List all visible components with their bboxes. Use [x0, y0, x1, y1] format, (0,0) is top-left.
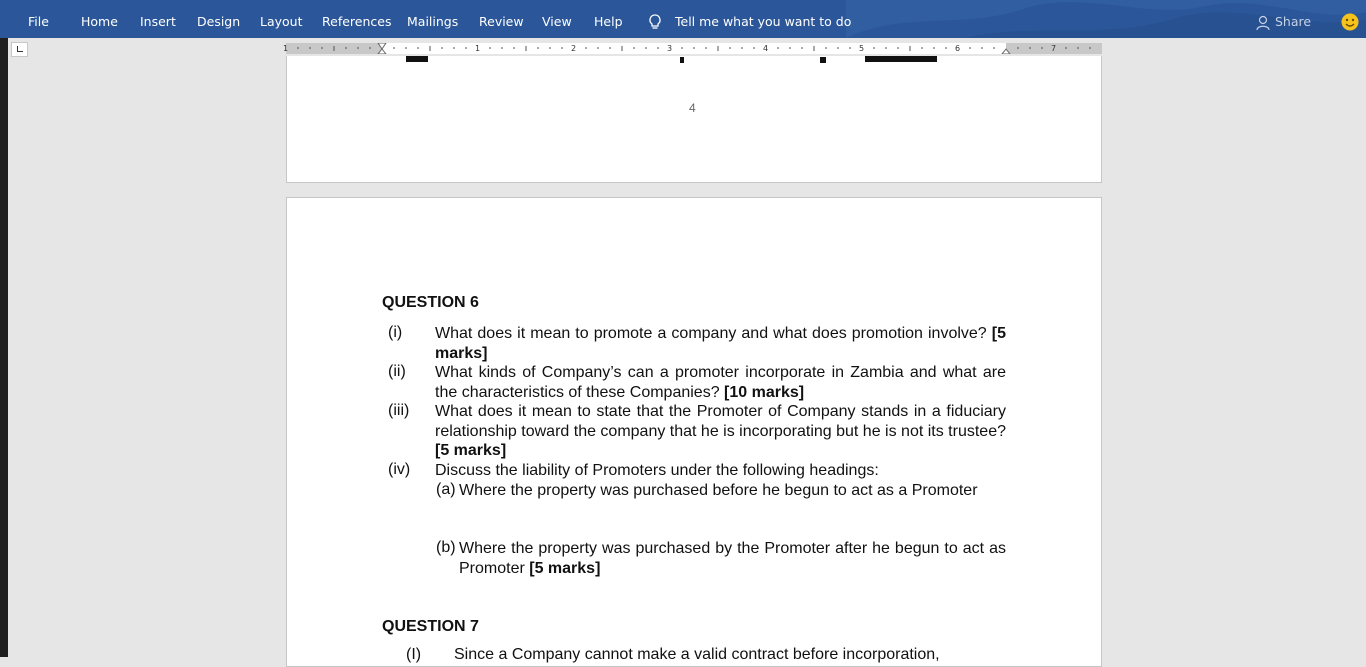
left-edge-strip: [0, 38, 8, 657]
right-indent-marker: [1002, 49, 1010, 54]
ruler-label: 5: [859, 44, 865, 53]
item-number: (iii): [388, 402, 410, 419]
person-icon: [1256, 15, 1270, 31]
tab-layout[interactable]: Layout: [260, 14, 303, 29]
question-6-heading: QUESTION 6: [382, 294, 479, 311]
ruler-label: 2: [571, 44, 577, 53]
ruler-label: 6: [955, 44, 961, 53]
item-number: (ii): [388, 363, 406, 380]
subitem-text: Where the property was purchased by the Promoter after he begun to act as Promoter: [459, 540, 1006, 577]
question-item: [435, 363, 1006, 402]
item-text: What does it mean to state that the Promoter of Company stands in a fiduciary relationship toward the company that he is incorporating but he is not its trustee?: [435, 403, 1006, 440]
clipped-text-line: [380, 54, 940, 64]
share-label: Share: [1275, 14, 1312, 29]
tab-selector-icon[interactable]: [11, 42, 28, 57]
item-text: What does it mean to promote a company and what does promotion involve?: [435, 325, 987, 342]
question-item: [435, 402, 1006, 461]
question-item: [435, 324, 1006, 363]
ruler-label: 3: [667, 44, 673, 53]
item-number: (I): [406, 646, 422, 663]
item-text: Discuss the liability of Promoters under the following headings:: [435, 462, 879, 479]
tab-file[interactable]: File: [28, 14, 49, 29]
feedback-smiley-icon[interactable]: [1341, 13, 1359, 31]
subitem-text: Where the property was purchased before he begun to act as a Promoter: [459, 482, 978, 499]
marks-label: [5 marks]: [435, 325, 1006, 362]
question-subitem: [459, 539, 1006, 578]
page-number: 4: [689, 101, 696, 115]
horizontal-ruler[interactable]: [283, 43, 1102, 54]
subitem-letter: (a): [436, 481, 456, 498]
ruler-label: 4: [763, 44, 769, 53]
ruler-label: 1: [475, 44, 481, 53]
item-number: (iv): [388, 461, 411, 478]
page-4[interactable]: [286, 56, 1102, 183]
ruler-ticks: [286, 43, 1102, 54]
tab-home[interactable]: Home: [81, 14, 118, 29]
tab-insert[interactable]: Insert: [140, 14, 176, 29]
first-line-indent-marker: [378, 43, 386, 49]
item-number: (i): [388, 324, 403, 341]
tab-view[interactable]: View: [542, 14, 572, 29]
item-text: Since a Company cannot make a valid contract before incorporation,: [454, 646, 940, 663]
tab-references[interactable]: References: [322, 14, 392, 29]
subitem-letter: (b): [436, 539, 456, 556]
question-7-item: [406, 646, 940, 664]
tell-me-label: Tell me what you want to do: [675, 14, 852, 29]
marks-label: [5 marks]: [529, 559, 601, 577]
lightbulb-icon: [648, 14, 662, 30]
ruler-label: 1: [283, 44, 289, 53]
ribbon: [0, 0, 1366, 38]
question-7-heading: QUESTION 7: [382, 618, 479, 635]
marks-label: [5 marks]: [435, 442, 507, 460]
question-subitem: [459, 481, 1006, 501]
tab-review[interactable]: Review: [479, 14, 524, 29]
tab-help[interactable]: Help: [594, 14, 623, 29]
tab-mailings[interactable]: Mailings: [407, 14, 459, 29]
ruler-label: 7: [1051, 44, 1057, 53]
tab-design[interactable]: Design: [197, 14, 241, 29]
item-text: What kinds of Company’s can a promoter incorporate in Zambia and what are the characteristics of these Companies?: [435, 364, 1006, 401]
question-item: [435, 461, 1006, 481]
marks-label: [10 marks]: [724, 383, 805, 401]
